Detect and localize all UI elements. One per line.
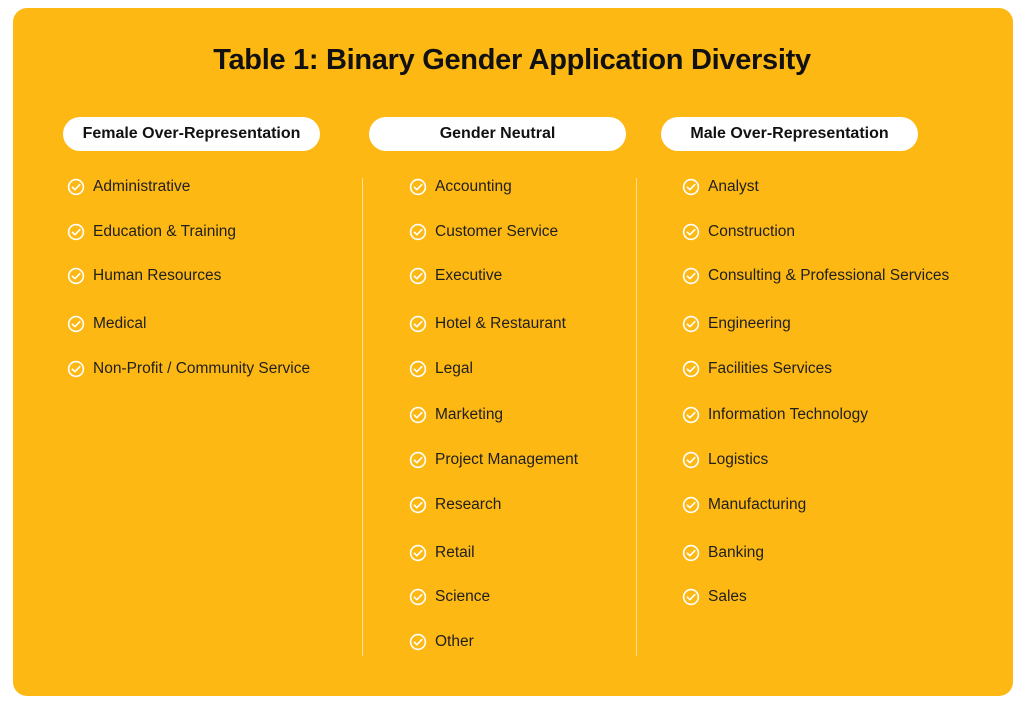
list-item (67, 313, 146, 335)
check-circle-icon (409, 315, 427, 333)
list-item-label: Customer Service (435, 223, 559, 240)
list-item (409, 265, 502, 287)
list-item (67, 358, 310, 380)
list-item-label: Manufacturing (708, 496, 807, 513)
column-heading-female: Female Over-Representation (63, 117, 320, 151)
check-circle-icon (409, 496, 427, 514)
list-item (682, 494, 806, 516)
check-circle-icon (682, 178, 700, 196)
check-circle-icon (682, 451, 700, 469)
check-circle-icon (67, 360, 85, 378)
check-circle-icon (682, 223, 700, 241)
list-item-label: Engineering (708, 315, 791, 332)
column-heading-male: Male Over-Representation (661, 117, 918, 151)
list-item (682, 358, 832, 380)
check-circle-icon (409, 544, 427, 562)
check-circle-icon (67, 267, 85, 285)
column-divider (362, 178, 363, 656)
list-item (409, 586, 490, 608)
list-item (682, 265, 949, 287)
check-circle-icon (409, 588, 427, 606)
list-item-label: Education & Training (93, 223, 237, 240)
list-item (682, 313, 791, 335)
list-item (682, 404, 868, 426)
list-item-label: Science (435, 588, 491, 605)
list-item-label: Accounting (435, 178, 512, 195)
list-item (67, 221, 236, 243)
list-item (67, 265, 221, 287)
check-circle-icon (682, 496, 700, 514)
list-item-label: Executive (435, 267, 503, 284)
list-item-label: Analyst (708, 178, 759, 195)
list-item (682, 586, 747, 608)
check-circle-icon (409, 406, 427, 424)
list-item (682, 176, 759, 198)
list-item (409, 176, 512, 198)
list-item (409, 449, 578, 471)
list-item-label: Consulting & Professional Services (708, 267, 950, 284)
list-item-label: Research (435, 496, 502, 513)
check-circle-icon (409, 360, 427, 378)
list-item (409, 358, 473, 380)
list-item (67, 176, 190, 198)
check-circle-icon (409, 451, 427, 469)
list-item-label: Project Management (435, 451, 579, 468)
list-item-label: Logistics (708, 451, 769, 468)
list-item (682, 542, 764, 564)
list-item-label: Administrative (93, 178, 191, 195)
page-title: Table 1: Binary Gender Application Diversity (213, 44, 811, 76)
list-item-label: Non-Profit / Community Service (93, 360, 311, 377)
list-item (409, 221, 558, 243)
list-item (409, 404, 503, 426)
check-circle-icon (682, 544, 700, 562)
check-circle-icon (67, 178, 85, 196)
list-item-label: Legal (435, 360, 473, 377)
column-divider (636, 178, 637, 656)
check-circle-icon (409, 633, 427, 651)
list-item-label: Banking (708, 544, 765, 561)
list-item-label: Facilities Services (708, 360, 833, 377)
list-item (409, 494, 501, 516)
check-circle-icon (409, 267, 427, 285)
check-circle-icon (682, 406, 700, 424)
table-card (13, 8, 1013, 696)
check-circle-icon (67, 315, 85, 333)
check-circle-icon (682, 588, 700, 606)
check-circle-icon (682, 267, 700, 285)
check-circle-icon (682, 315, 700, 333)
list-item-label: Hotel & Restaurant (435, 315, 566, 332)
list-item-label: Retail (435, 544, 475, 561)
list-item (409, 631, 474, 653)
check-circle-icon (409, 223, 427, 241)
column-heading-neutral: Gender Neutral (369, 117, 626, 151)
list-item-label: Marketing (435, 406, 504, 423)
list-item (409, 313, 566, 335)
list-item-label: Sales (708, 588, 747, 605)
list-item-label: Other (435, 633, 474, 650)
list-item-label: Construction (708, 223, 796, 240)
list-item (682, 221, 795, 243)
list-item-label: Information Technology (708, 406, 868, 423)
list-item (409, 542, 475, 564)
list-item (682, 449, 768, 471)
check-circle-icon (682, 360, 700, 378)
list-item-label: Medical (93, 315, 147, 332)
check-circle-icon (409, 178, 427, 196)
check-circle-icon (67, 223, 85, 241)
list-item-label: Human Resources (93, 267, 222, 284)
